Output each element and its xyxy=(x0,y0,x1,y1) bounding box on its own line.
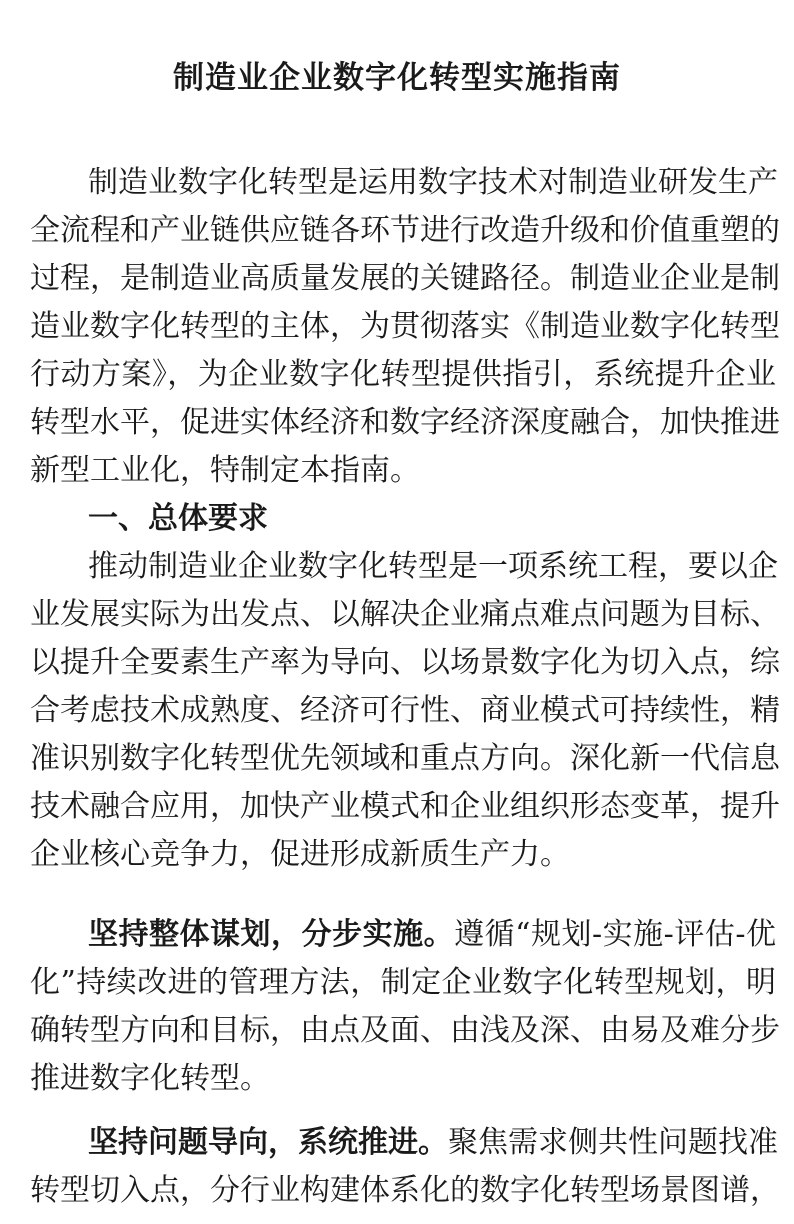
principle-first-line xyxy=(88,912,776,958)
paragraph-line: 准识别数字化转型优先领域和重点方向。深化新一代信息 xyxy=(30,741,780,776)
paragraph-line: 造业数字化转型的主体，为贯彻落实《制造业数字化转型 xyxy=(30,309,780,344)
paragraph-line: 全流程和产业链供应链各环节进行改造升级和价值重塑的 xyxy=(30,213,780,248)
paragraph-line: 新型工业化，特制定本指南。 xyxy=(30,453,420,488)
paragraph-line: 技术融合应用，加快产业模式和企业组织形态变革，提升 xyxy=(30,789,780,824)
paragraph-line: 转型水平，促进实体经济和数字经济深度融合，加快推进 xyxy=(30,405,780,440)
principle-bold-lead: 坚持整体谋划，分步实施。 xyxy=(88,917,455,952)
principle-bold-lead: 坚持问题导向，系统推进。 xyxy=(88,1125,448,1160)
paragraph-line: 确转型方向和目标，由点及面、由浅及深、由易及难分步 xyxy=(30,1013,780,1048)
paragraph-line: 推进数字化转型。 xyxy=(30,1061,270,1096)
paragraph-line: 行动方案》，为企业数字化转型提供指引，系统提升企业 xyxy=(30,357,776,392)
principle-text: 遵循“规划-实施-评估-优 xyxy=(454,917,776,952)
paragraph-line: 企业核心竞争力，促进形成新质生产力。 xyxy=(30,837,570,872)
paragraph-line: 制造业数字化转型是运用数字技术对制造业研发生产 xyxy=(88,165,778,200)
paragraph-line: 转型切入点，分行业构建体系化的数字化转型场景图谱， xyxy=(30,1173,780,1208)
paragraph-line: 过程，是制造业高质量发展的关键路径。制造业企业是制 xyxy=(30,261,780,296)
document-title: 制造业企业数字化转型实施指南 xyxy=(173,60,621,96)
paragraph-line: 推动制造业企业数字化转型是一项系统工程，要以企 xyxy=(88,549,778,584)
principle-text: 聚焦需求侧共性问题找准 xyxy=(448,1125,778,1160)
paragraph-line: 合考虑技术成熟度、经济可行性、商业模式可持续性，精 xyxy=(30,693,780,728)
paragraph-line: 化”持续改进的管理方法，制定企业数字化转型规划，明 xyxy=(30,965,776,1000)
paragraph-line: 业发展实际为出发点、以解决企业痛点难点问题为目标、 xyxy=(30,597,780,632)
principle-first-line xyxy=(88,1120,776,1166)
paragraph-line: 以提升全要素生产率为导向、以场景数字化为切入点，综 xyxy=(30,645,780,680)
section-heading: 一、总体要求 xyxy=(88,501,268,536)
